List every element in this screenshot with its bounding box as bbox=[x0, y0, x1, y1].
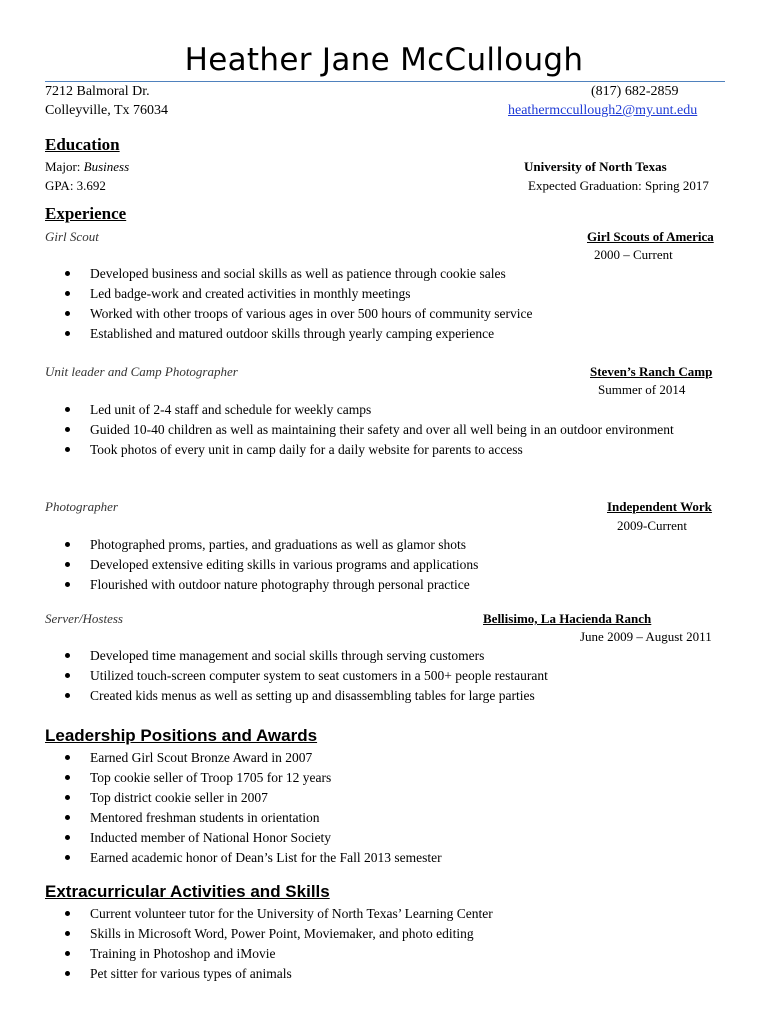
job-organization: Independent Work bbox=[607, 499, 712, 514]
list-item bbox=[58, 646, 548, 666]
bullet-icon bbox=[65, 775, 70, 780]
bullet-icon bbox=[65, 795, 70, 800]
list-item bbox=[58, 324, 532, 344]
job-dates: Summer of 2014 bbox=[598, 382, 686, 397]
list-item-text: Led unit of 2-4 staff and schedule for weekly camps bbox=[90, 402, 372, 417]
job-dates: 2000 – Current bbox=[594, 247, 673, 262]
list-item bbox=[58, 535, 478, 555]
list-item-text: Earned Girl Scout Bronze Award in 2007 bbox=[90, 750, 313, 765]
list-item-text: Developed extensive editing skills in various programs and applications bbox=[90, 557, 479, 572]
bullet-icon bbox=[65, 855, 70, 860]
list-item bbox=[58, 808, 442, 828]
job-bullets bbox=[58, 400, 674, 460]
bullet-icon bbox=[65, 653, 70, 658]
job-title: Server/Hostess bbox=[45, 611, 123, 626]
list-item bbox=[58, 666, 548, 686]
list-item bbox=[58, 828, 442, 848]
resume-name: Heather Jane McCullough bbox=[184, 42, 584, 78]
bullet-icon bbox=[65, 755, 70, 760]
graduation-date: Expected Graduation: Spring 2017 bbox=[528, 178, 709, 193]
list-item bbox=[58, 848, 442, 868]
list-item bbox=[58, 964, 493, 984]
job-title: Unit leader and Camp Photographer bbox=[45, 364, 238, 379]
bullet-icon bbox=[65, 971, 70, 976]
job-dates: 2009-Current bbox=[617, 518, 688, 533]
list-item-text: Flourished with outdoor nature photography through personal practice bbox=[90, 577, 470, 592]
phone-number: (817) 682-2859 bbox=[591, 84, 679, 99]
list-item-text: Top district cookie seller in 2007 bbox=[90, 790, 268, 805]
bullet-icon bbox=[65, 673, 70, 678]
list-item bbox=[58, 924, 493, 944]
job-organization: Steven’s Ranch Camp bbox=[590, 364, 713, 379]
list-item-text: Developed business and social skills as well as patience through cookie sales bbox=[90, 266, 506, 281]
list-item-text: Developed time management and social skills through serving customers bbox=[90, 648, 485, 663]
list-item-text: Created kids menus as well as setting up and disassembling tables for large parties bbox=[90, 688, 535, 703]
list-item-text: Earned academic honor of Dean’s List for the Fall 2013 semester bbox=[90, 850, 442, 865]
list-item bbox=[58, 400, 674, 420]
job-dates: June 2009 – August 2011 bbox=[580, 629, 712, 644]
job-title: Girl Scout bbox=[45, 229, 99, 244]
list-item-text: Top cookie seller of Troop 1705 for 12 years bbox=[90, 770, 332, 785]
gpa-line: GPA: 3.692 bbox=[45, 178, 106, 193]
list-item-text: Pet sitter for various types of animals bbox=[90, 966, 292, 981]
job-bullets bbox=[58, 264, 532, 344]
list-item bbox=[58, 284, 532, 304]
list-item-text: Utilized touch-screen computer system to seat customers in a 500+ people restaurant bbox=[90, 668, 548, 683]
list-item bbox=[58, 768, 442, 788]
bullet-icon bbox=[65, 447, 70, 452]
list-item-text: Worked with other troops of various ages in over 500 hours of community service bbox=[90, 306, 533, 321]
list-item bbox=[58, 264, 532, 284]
education-heading: Education bbox=[45, 135, 120, 154]
list-item-text: Took photos of every unit in camp daily for a daily website for parents to access bbox=[90, 442, 523, 457]
list-item-text: Led badge-work and created activities in monthly meetings bbox=[90, 286, 411, 301]
address-line-1: 7212 Balmoral Dr. bbox=[45, 84, 150, 99]
bullet-icon bbox=[65, 835, 70, 840]
header-divider bbox=[45, 81, 725, 82]
leadership-heading: Leadership Positions and Awards bbox=[45, 726, 318, 745]
list-item bbox=[58, 904, 493, 924]
bullet-icon bbox=[65, 331, 70, 336]
bullet-icon bbox=[65, 311, 70, 316]
bullet-icon bbox=[65, 951, 70, 956]
bullet-icon bbox=[65, 407, 70, 412]
job-bullets bbox=[58, 535, 478, 595]
list-item-text: Guided 10-40 children as well as maintaining their safety and over all well being in an outdoor environment bbox=[90, 422, 674, 437]
major-line bbox=[45, 158, 129, 176]
bullet-icon bbox=[65, 911, 70, 916]
bullet-icon bbox=[65, 582, 70, 587]
bullet-icon bbox=[65, 815, 70, 820]
bullet-icon bbox=[65, 291, 70, 296]
list-item-text: Photographed proms, parties, and graduations as well as glamor shots bbox=[90, 537, 467, 552]
bullet-icon bbox=[65, 562, 70, 567]
job-bullets bbox=[58, 646, 548, 706]
job-organization: Girl Scouts of America bbox=[587, 229, 714, 244]
school-name: University of North Texas bbox=[524, 159, 667, 174]
list-item bbox=[58, 440, 674, 460]
list-item bbox=[58, 575, 478, 595]
address-line-2: Colleyville, Tx 76034 bbox=[45, 103, 169, 118]
bullet-icon bbox=[65, 271, 70, 276]
list-item-text: Training in Photoshop and iMovie bbox=[90, 946, 276, 961]
list-item-text: Current volunteer tutor for the University of North Texas’ Learning Center bbox=[90, 906, 493, 921]
list-item-text: Inducted member of National Honor Society bbox=[90, 830, 332, 845]
major-label: Major: bbox=[45, 159, 81, 174]
list-item bbox=[58, 686, 548, 706]
list-item bbox=[58, 748, 442, 768]
list-item bbox=[58, 555, 478, 575]
bullet-icon bbox=[65, 542, 70, 547]
leadership-bullets bbox=[58, 748, 442, 868]
job-title: Photographer bbox=[45, 499, 118, 514]
bullet-icon bbox=[65, 427, 70, 432]
list-item bbox=[58, 944, 493, 964]
list-item-text: Skills in Microsoft Word, Power Point, Moviemaker, and photo editing bbox=[90, 926, 474, 941]
major-value: Business bbox=[83, 159, 130, 174]
list-item bbox=[58, 304, 532, 324]
list-item-text: Established and matured outdoor skills through yearly camping experience bbox=[90, 326, 495, 341]
activities-heading: Extracurricular Activities and Skills bbox=[45, 882, 330, 901]
email-link[interactable]: heathermccullough2@my.unt.edu bbox=[508, 103, 698, 118]
list-item bbox=[58, 788, 442, 808]
job-organization: Bellisimo, La Hacienda Ranch bbox=[483, 611, 652, 626]
experience-heading: Experience bbox=[45, 204, 127, 223]
list-item-text: Mentored freshman students in orientation bbox=[90, 810, 320, 825]
bullet-icon bbox=[65, 931, 70, 936]
activities-bullets bbox=[58, 904, 493, 984]
list-item bbox=[58, 420, 674, 440]
bullet-icon bbox=[65, 693, 70, 698]
